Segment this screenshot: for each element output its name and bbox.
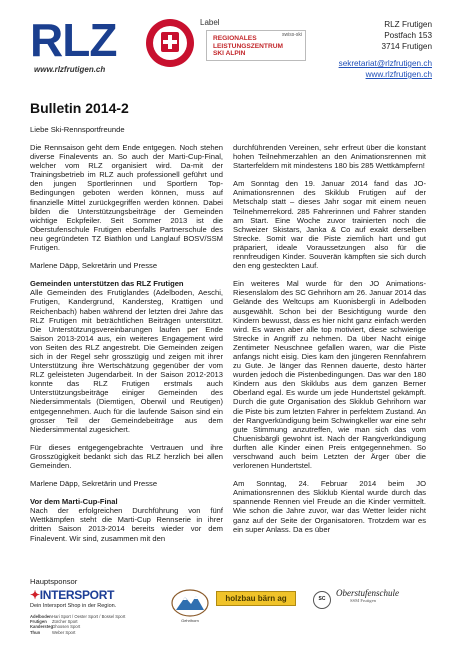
right-column — [233, 143, 426, 543]
intersport-brand: INTERSPORT — [39, 588, 115, 602]
intersport-tagline: Dein Intersport Shop in der Region. — [30, 603, 117, 609]
page-title: Bulletin 2014-2 — [30, 100, 129, 116]
regional-center-badge — [206, 30, 306, 61]
gehrihorn-caption: Gehrihorn — [181, 618, 199, 623]
left-column — [30, 143, 223, 552]
address-line-1: RLZ Frutigen — [384, 20, 432, 29]
gemeinden-paragraph: Alle Gemeinden des Frutiglandes (Adelboden, Aeschi, Frutigen, Kandergrund, Kandersteg, Krattigen und Reichenbach) haben während der letzten drei Jahre das RLZ Frutigen mit beträchtlichen Beiträgen unterstützt. Die Unterstützungsvereinbarungen laufen per Ende Saison 2013-2014 aus, ein weiteres Engagement wird von Seiten des RLZ angestrebt. Die Gemeinden zeigen sich in der Regel sehr grosszügig und zeigen mit ihrer Unterstützung ihre Wertschätzung gegenüber der vom RLZ geleisteten Jugendarbeit. In der Saison 2012-2013 konnte das RLZ Frutigen erstmals auch Unterstützungsbeiträge einiger Gemeinden des Niedersimmentals (Diemtigen, Oberwil und Reutigen) entgegennehmen. Auch für die laufende Saison sind ein grosser Teil der Gemeindebeiträge aus dem Niedersimmental zugesichert. — [30, 288, 223, 434]
regional-center-line-1: REGIONALES — [213, 35, 257, 42]
sc-logo: SC — [313, 591, 331, 609]
kiental-paragraph: Am Sonntag, 24. Februar 2014 beim JO Animationsrennen des Skiklub Kiental wurde durch das spannende Rennen viel Freude an die Kinder vermittelt. Wie schon die Jahre zuvor, war das Wetter leider nicht ganz auf der Seite der Organisatoren. Trotzdem war es ein super Anlass. Da es über — [233, 479, 426, 534]
partner-row: AdelbodenHari Sport / Oester Sport / Bossel Sport — [30, 614, 126, 619]
intro-paragraph: Die Rennsaison geht dem Ende entgegen. Noch stehen diverse Finalevents an. So auch der Marti-Cup-Final, welcher vom RLZ organisiert wird. Da-mit der Trainingsbetrieb im RLZ auch professionell geführt und den jungen Sportlerinnen und Sportlern Top-Bedingungen geboten werden können, muss auf finanzielle Mittel zurückgegriffen werden können. Dabei bilden die Unterstützungsbeiträge der Gemeinden wichtige Eckpfeiler. Seit Sommer 2013 ist die Oberstufenschule Frutigen ebenfalls Partnerschule des neu gegründeten TZ Biathlon und Langlauf BOSV/SSM Frutigen. — [30, 143, 223, 253]
section-heading: Gemeinden unterstützen das RLZ Frutigen — [30, 279, 184, 289]
continuation-paragraph: durchführenden Vereinen, sehr erfreut über die konstant hohen Teilnehmerzahlen an den Animationsrennen mit Starterfeldern mit mindestens 180 bis 285 Wettkämpfern! — [233, 143, 426, 171]
postal-address — [381, 19, 432, 52]
rlz-logo — [30, 14, 140, 74]
oberstufenschule-title: Oberstufenschule — [336, 588, 399, 598]
label-word: Label — [200, 18, 220, 27]
metschalp-paragraph: Am Sonntag den 19. Januar 2014 fand das JO-Animationsrennen des Skiklub Frutigen auf der Metschalp statt – dieses Jahr sogar mit einem neuen Teilnehmerrekord. 285 Fahrerinnen und Fahrer standen am Start. Eine Woche zuvor trainierten noch die Schweizer Skistars, Janka & Co auf exakt derselben Strecke. Somit war die Piste ziemlich hart und gut präpariert, ideale Voraussetzungen also für die rennfreudigen Kinder. Souverän kämpften sie sich durch den eng gesteckten Lauf. — [233, 179, 426, 271]
regional-center-line-2: LEISTUNGSZENTRUM — [213, 42, 283, 50]
intersport-logo — [30, 588, 140, 609]
website-link[interactable]: www.rlzfrutigen.ch — [365, 70, 432, 79]
main-sponsor-label: Hauptsponsor — [30, 577, 78, 586]
intersport-star-icon: ✦ — [30, 588, 40, 602]
label-block — [200, 18, 310, 57]
gehrihorn-mountain-icon — [170, 588, 210, 618]
gehrihorn-logo — [170, 588, 210, 622]
address-line-2: Postfach 153 — [384, 31, 432, 40]
oberstufenschule-subtitle: SSM Frutigen — [350, 598, 376, 603]
holzbau-logo: holzbau bärn ag — [216, 591, 296, 606]
signature: Marlene Däpp, Sekretärin und Presse — [30, 479, 158, 489]
swiss-ski-emblem-icon — [145, 18, 195, 68]
partner-row: Thun Weber Sport — [30, 629, 76, 635]
signature: Marlene Däpp, Sekretärin und Presse — [30, 261, 158, 271]
partner-row: KanderstegGhoosen Sport — [30, 624, 81, 630]
rlz-logo-url: www.rlzfrutigen.ch — [34, 65, 106, 74]
address-line-3: 3714 Frutigen — [381, 42, 432, 51]
partner-shop-list — [30, 614, 125, 635]
regional-center-line-3: SKI ALPIN — [213, 50, 246, 57]
swiss-ski-mark: swiss-ski — [282, 32, 302, 38]
partner-row: Frutigen Zürcher Sport — [30, 619, 78, 625]
gehrihorn-paragraph: Ein weiteres Mal wurde für den JO Animations-Riesenslalom des SC Gehrihorn am 26. Januar 2014 das Gelände des Weltcups am Kuonisbergli in Adelboden ausgewählt. Schon bei der Besichtigung wurde den Kindern bewusst, dass es hier nicht ganz einfach werden wird. Es waren aber alle top motiviert, diese schwierige Strecke in Angriff zu nehmen. Da über Nacht einige Zentimeter Neuschnee gefallen waren, war die Piste anfangs nicht eisig. Dies kam den jüngeren Rennfahrern zu Gute. Je länger das Rennen dauerte, desto härter wurden jedoch die Pistenbedingungen. Das war den 180 Kindern aus den Skiklubs aus dem ganzen Berner Oberland egal. Es wurde um jede Hundertstel gekämpft. Durch die gute Organisation des Skiklub Gehrihorn war die Piste bis zum letzten Fahrer in perfektem Zustand. An der Rangverkündigung beim Schwingkeller war eine sehr gute Stimmung anzutreffen, wie man sich das vom Chuenisbärgli gewohnt ist. Nach der Rangverkündigung durften alle Kinder einen Preis entgegennehmen. So verschwand auch beim Letzten der Ärger über die verlorenen Hundertstel. — [233, 279, 426, 471]
contact-links — [339, 58, 432, 80]
rlz-logo-text: RLZ — [30, 14, 117, 66]
thanks-paragraph: Für dieses entgegengebrachte Vertrauen und ihre Grosszügigkeit bedankt sich das RLZ herzlich bei allen Gemeinden. — [30, 442, 223, 470]
greeting: Liebe Ski-Rennsportfreunde — [30, 125, 125, 134]
marti-cup-paragraph: Nach der erfolgreichen Durchführung von fünf Wettkämpfen steht die Marti-Cup Rennserie in ihrer dritten Saison 2013-2014 bereits wieder vor dem Finalevent. Wir sind, zusammen mit den — [30, 506, 223, 543]
email-link[interactable]: sekretariat@rlzfrutigen.ch — [338, 59, 432, 68]
section-heading: Vor dem Marti-Cup-Final — [30, 497, 118, 507]
oberstufenschule-logo — [336, 588, 399, 603]
